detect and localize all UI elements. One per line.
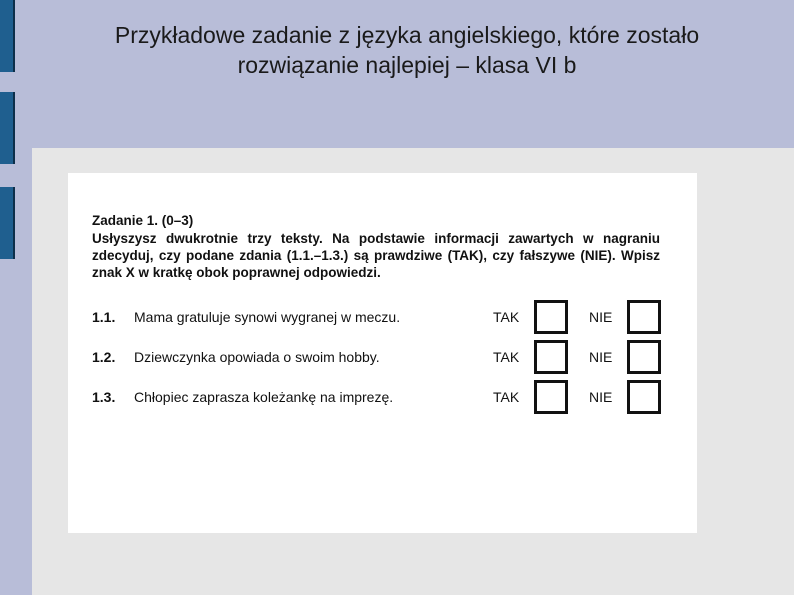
- false-label: NIE: [589, 309, 613, 325]
- task-instruction: Usłyszysz dwukrotnie trzy teksty. Na podstawie informacji zawartych w nagraniu zdecyduj, czy podane zdania (1.1.–1.3.) są prawdziwe (TAK), czy fałszywe (NIE). Wpisz znak X w kratkę obok poprawnej odpowiedzi.: [92, 231, 660, 280]
- task-item: [92, 340, 672, 376]
- false-label: NIE: [589, 389, 613, 405]
- accent-bar-top: [0, 0, 15, 72]
- item-number: 1.3.: [92, 389, 116, 405]
- task-title: Zadanie 1. (0–3): [92, 213, 194, 228]
- item-statement: Chłopiec zaprasza koleżankę na imprezę.: [134, 389, 394, 405]
- true-checkbox[interactable]: [534, 340, 568, 374]
- true-checkbox[interactable]: [534, 380, 568, 414]
- true-checkbox[interactable]: [534, 300, 568, 334]
- slide-title: Przykładowe zadanie z języka angielskiego, które zostało rozwiązanie najlepiej – klasa VI b: [114, 22, 700, 78]
- accent-bar-middle: [0, 92, 15, 164]
- item-statement: Mama gratuluje synowi wygranej w meczu.: [134, 309, 401, 325]
- task-item: [92, 300, 672, 336]
- exam-task-image: [68, 173, 697, 533]
- true-label: TAK: [493, 309, 520, 325]
- true-label: TAK: [493, 389, 520, 405]
- false-checkbox[interactable]: [627, 300, 661, 334]
- item-number: 1.2.: [92, 349, 116, 365]
- item-number: 1.1.: [92, 309, 116, 325]
- true-label: TAK: [493, 349, 520, 365]
- accent-bar-bottom: [0, 187, 15, 259]
- false-checkbox[interactable]: [627, 340, 661, 374]
- task-item: [92, 380, 672, 416]
- false-checkbox[interactable]: [627, 380, 661, 414]
- item-statement: Dziewczynka opowiada o swoim hobby.: [134, 349, 380, 365]
- false-label: NIE: [589, 349, 613, 365]
